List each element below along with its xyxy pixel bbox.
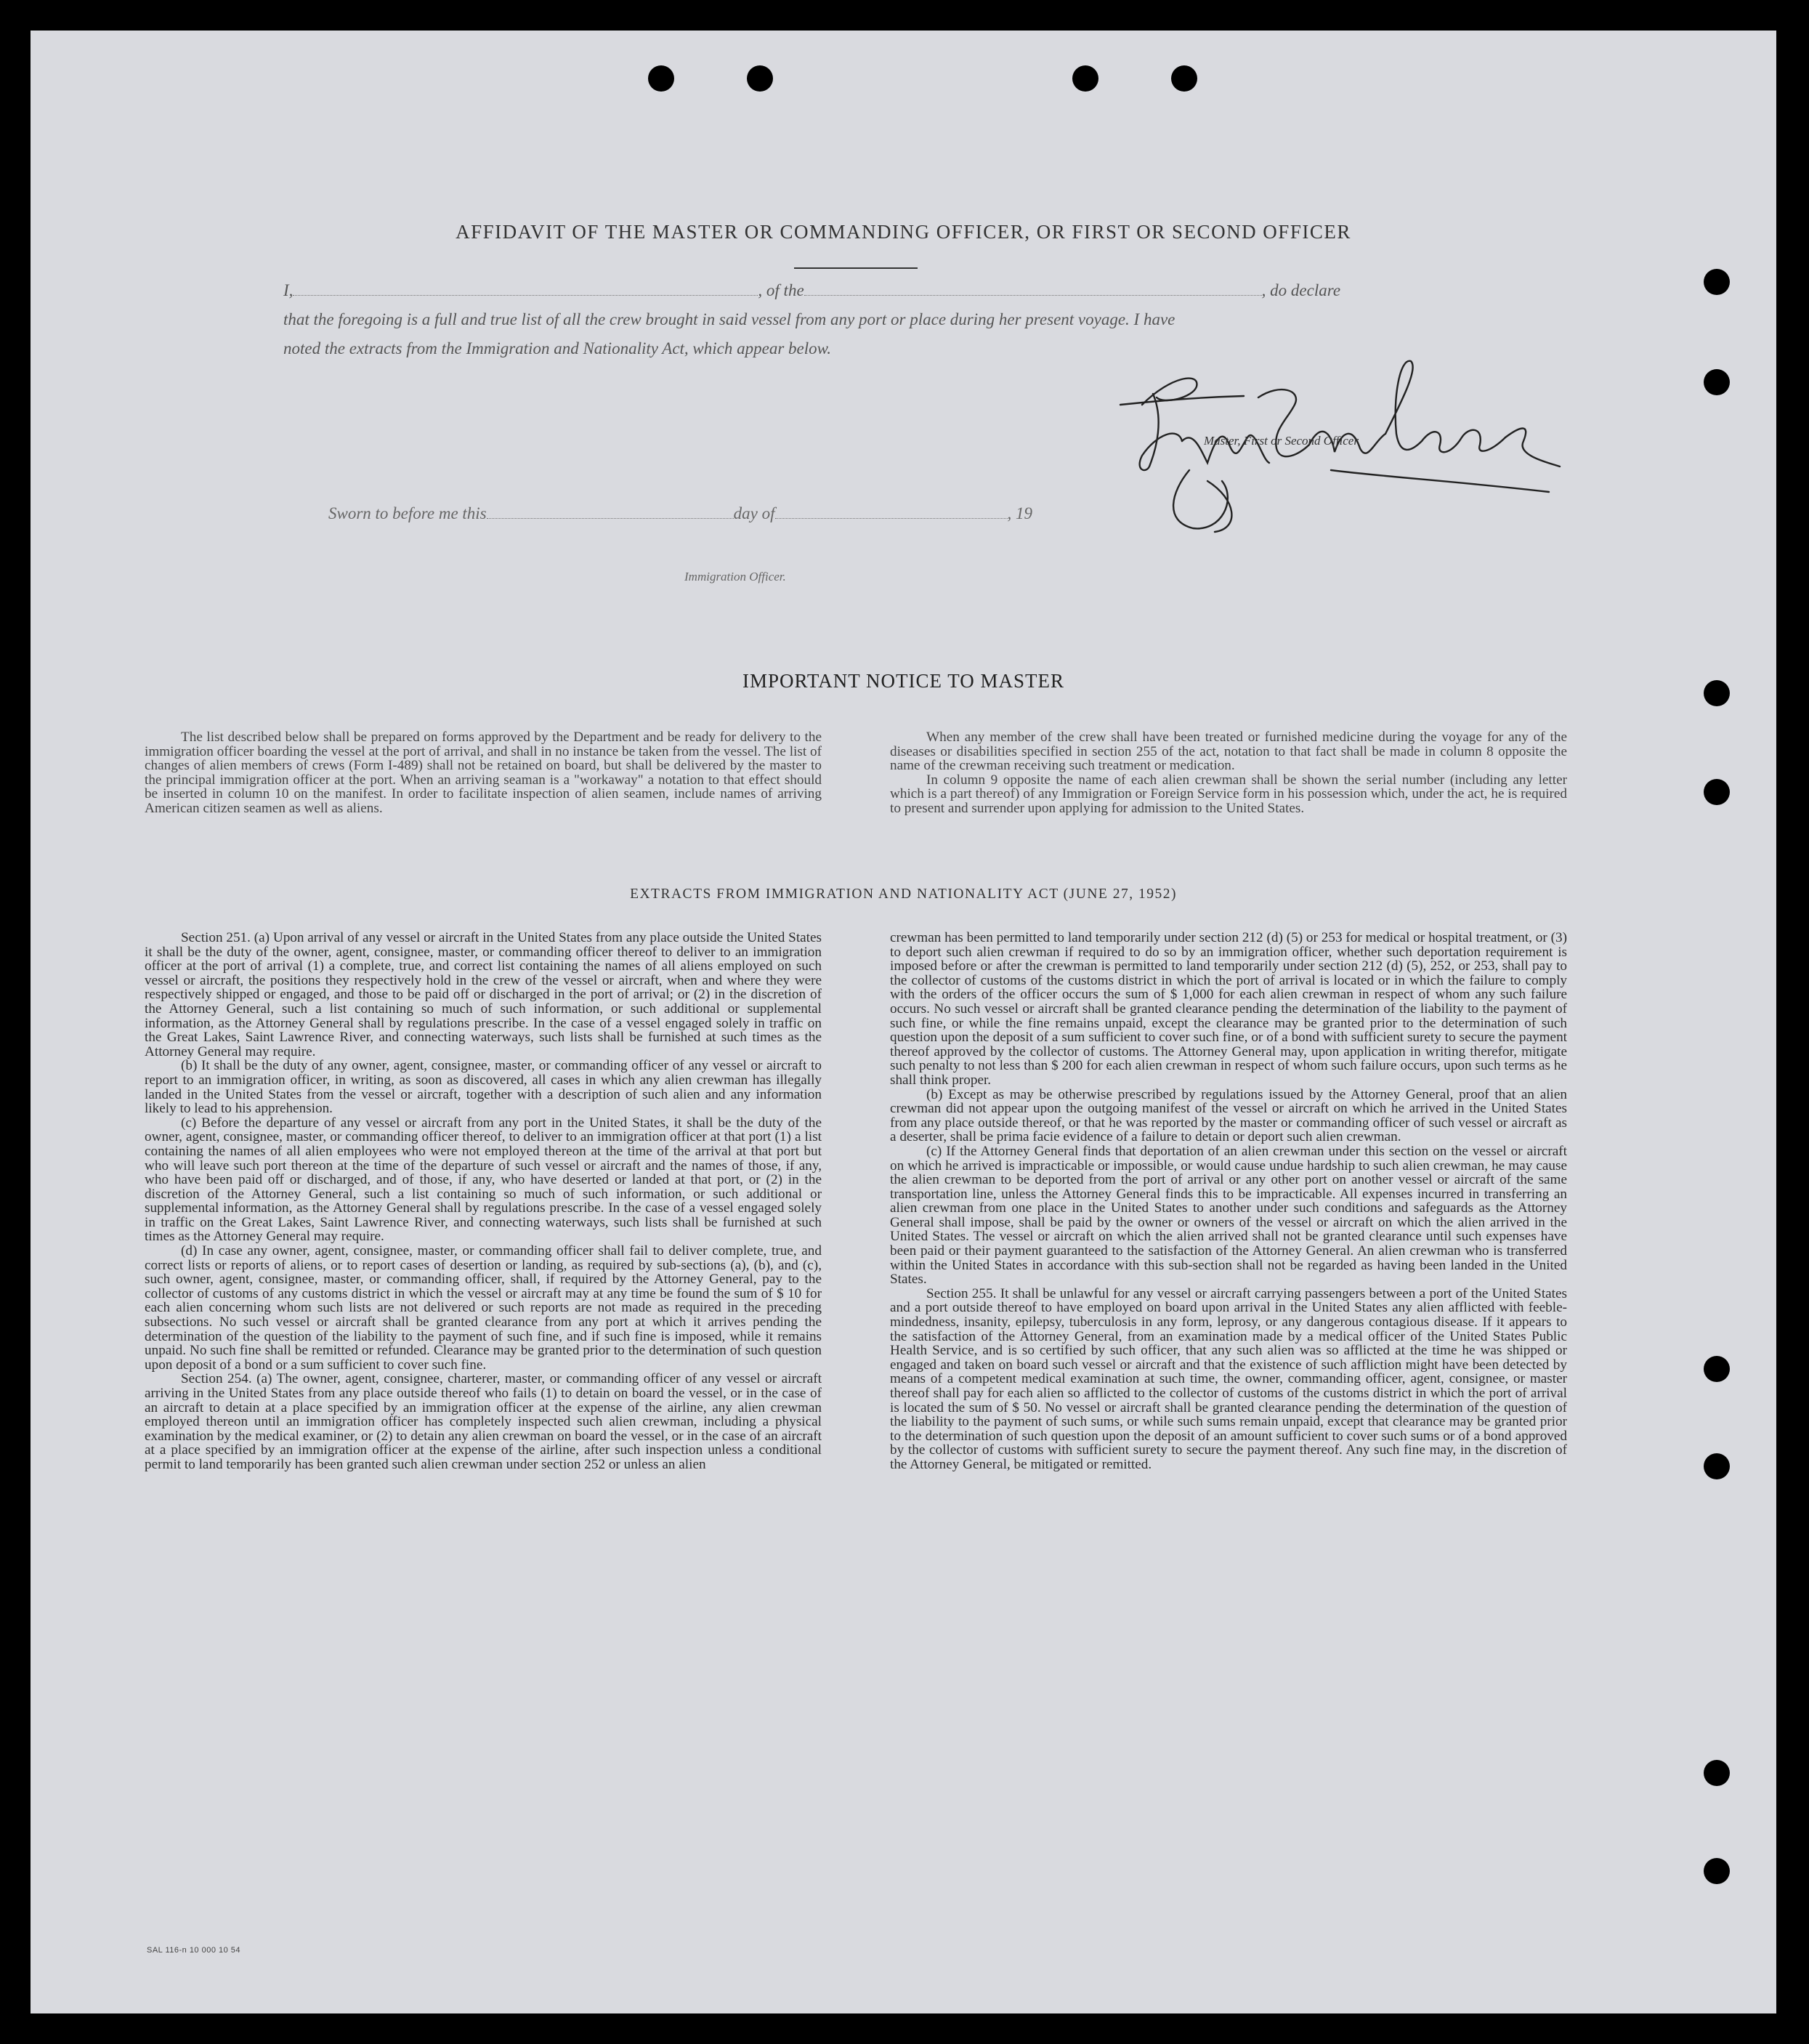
punch-hole [1704, 1453, 1730, 1479]
declaration-line-1 [283, 281, 1460, 300]
extracts-title: EXTRACTS FROM IMMIGRATION AND NATIONALITY ACT (JUNE 27, 1952) [630, 886, 1177, 902]
section-254-a-continued: crewman has been permitted to land temporarily under section 212 (d) (5) or 253 for medical or hospital treatment, or (3) to deport such alien crewman if required to do so by an immigration officer, whether such deportation requirement is imposed before or after the crewman is permitted to land temporarily under section 212 (d) (5), 252, or 253, shall pay to the collector of customs of the customs district in which the port of arrival is located or in which the failure to comply with the orders of the officer occurs the sum of $ 1,000 for each alien crewman in respect of whom any such failure occurs. No such vessel or aircraft shall be granted clearance pending the determination of the liability to the payment of such fine, or while the fine remains unpaid, except the clearance may be granted prior to the determination of such question upon the deposit of a sum sufficient to cover such fine, or of a bond with sufficient surety to secure the payment thereof approved by the collector of customs. The Attorney General may, upon application in writing therefor, mitigate such penalty to not less than $ 200 for each alien crewman in respect of whom such failure occurs, upon such terms as he shall think proper. [890, 930, 1567, 1088]
notice-right-column [890, 730, 1567, 816]
notice-paragraph: When any member of the crew shall have been treated or furnished medicine during the voyage for any of the diseases or disabilities specified in section 255 of the act, notation to that fact shall be made in column 8 opposite the name of the crewman receiving such treatment or medication. [890, 730, 1567, 774]
month-blank[interactable] [775, 518, 1008, 519]
punch-hole [1171, 65, 1197, 92]
punch-hole [1704, 1356, 1730, 1382]
notice-paragraph: The list described below shall be prepared on forms approved by the Department and be ready for delivery to the immigration officer boarding the vessel at the port of arrival, and shall in no instance be taken from the vessel. The list of changes of alien members of crews (Form I-489) shall not be retained on board, but shall be delivered by the master to the principal immigration officer at the port. When an arriving seaman is a "workaway" a notation to that effect should be inserted in column 10 on the manifest. In order to facilitate inspection of alien seamen, include names of arriving American citizen seamen as well as aliens. [145, 730, 822, 816]
form-number: SAL 116-n 10 000 10 54 [147, 1946, 241, 1955]
punch-hole [1704, 779, 1730, 805]
declaration-line-3: noted the extracts from the Immigration and Nationality Act, which appear below. [283, 339, 832, 358]
declaration-do-declare: , do declare [1261, 281, 1341, 299]
section-251-a: Section 251. (a) Upon arrival of any vessel or aircraft in the United States from any place outside the United States it shall be the duty of the owner, agent, consignee, master, or commanding officer thereof to deliver to an immigration officer at the port of arrival (1) a complete, true, and correct list containing the names of all aliens employed on such vessel or aircraft, the positions they respectively hold in the crew of the vessel or aircraft, when and where they were respectively shipped or engaged, and those to be paid off or discharged in the port of arrival; or (2) in the discretion of the Attorney General, such a list containing so much of such information, or such additional or supplemental information, as the Attorney General shall by regulations prescribe. In the case of a vessel engaged solely in traffic on the Great Lakes, Saint Lawrence River, and connecting waterways, such lists shall be furnished at such times as the Attorney General may require. [145, 930, 822, 1059]
affidavit-title: AFFIDAVIT OF THE MASTER OR COMMANDING OFFICER, OR FIRST OR SECOND OFFICER [456, 221, 1351, 243]
day-blank[interactable] [487, 518, 734, 519]
notice-left-column [145, 730, 822, 816]
section-251-c: (c) Before the departure of any vessel or aircraft from any port in the United States, it shall be the duty of the owner, agent, consignee, master, or commanding officer thereof, to deliver to an immigration officer at that port (1) a list containing the names of all alien employees who were not employed thereon at the time of the arrival at that port but who will leave such port thereon at the time of the departure of such vessel or aircraft and the names of those, if any, who have been paid off or discharged, and of those, if any, who have deserted or landed at that port, or (2) in the discretion of the Attorney General, such a list containing so much of such information, or such additional or supplemental information, as the Attorney General shall by regulations prescribe. In the case of a vessel engaged solely in traffic on the Great Lakes, Saint Lawrence River, and connecting waterways, such lists shall be furnished at such times as the Attorney General may require. [145, 1115, 822, 1245]
document-page [31, 31, 1776, 2013]
day-of-text: day of [733, 504, 775, 522]
section-251-d: (d) In case any owner, agent, consignee, master, or commanding officer shall fail to deliver complete, true, and correct lists or reports of aliens, or to report cases of desertion or landing, as required by sub-sections (a), (b), and (c), such owner, agent, consignee, master, or commanding officer, shall, if required by the Attorney General, pay to the collector of customs of any customs district in which the vessel or aircraft may at any time be found the sum of $ 10 for each alien concerning whom such lists are not delivered or such reports are not made as required in the preceding subsections. No such vessel or aircraft shall be granted clearance from any port at which it arrives pending the determination of the question of the liability to the payment of such fine, and if such fine is imposed, while it remains unpaid. No such fine shall be remitted or refunded. Clearance may be granted prior to the determination of such question upon deposit of a bond or a sum sufficient to cover such fine. [145, 1243, 822, 1373]
section-254-c: (c) If the Attorney General finds that deportation of an alien crewman under this section on the vessel or aircraft on which he arrived is impracticable or impossible, or would cause undue hardship to such alien crewman, he may cause the alien crewman to be deported from the port of arrival or any other port on another vessel or aircraft of the same transportation line, unless the Attorney General finds this to be impracticable. All expenses incurred in transferring an alien crewman from one place in the United States to another under such conditions and safeguards as the Attorney General shall impose, shall be paid by the owner or owners of the vessel or aircraft on which the alien arrived in the United States. The vessel or aircraft on which the alien arrived shall not be granted clearance until such expenses have been paid or their payment guaranteed to the satisfaction of the Attorney General. An alien crewman who is transferred within the United States in accordance with this sub-section shall not be regarded as having been landed in the United States. [890, 1143, 1567, 1288]
declaration-i: I, [283, 281, 294, 299]
name-blank[interactable] [293, 295, 758, 296]
extracts-left-column [145, 931, 822, 1472]
signature-caption: Master, First or Second Officer. [1204, 434, 1361, 448]
section-254-a: Section 254. (a) The owner, agent, consignee, charterer, master, or commanding officer of any vessel or aircraft arriving in the United States from any place outside thereof who fails (1) to detain on board the vessel, or in the case of an aircraft to detain at a place specified by an immigration officer at the expense of the airline, any alien crewman employed thereon until an immigration officer has completely inspected such alien crewman, including a physical examination by the medical examiner, or (2) to detain any alien crewman on board the vessel, or in the case of an aircraft at a place specified by an immigration officer at the expense of the airline, after such inspection unless a conditional permit to land temporarily has been granted such alien crewman under section 252 or unless an alien [145, 1371, 822, 1472]
declaration-of-the: , of the [758, 281, 804, 299]
section-251-b: (b) It shall be the duty of any owner, agent, consignee, master, or commanding officer of any vessel or aircraft to report to an immigration officer, in writing, as soon as discovered, all cases in which any alien crewman has illegally landed in the United States from the vessel or aircraft, together with a description of such alien and any information likely to lead to his apprehension. [145, 1058, 822, 1117]
year-text: , 19 [1007, 504, 1032, 522]
punch-hole [1704, 1858, 1730, 1884]
punch-hole [1704, 269, 1730, 295]
sworn-text: Sworn to before me this [328, 504, 487, 522]
punch-hole [747, 65, 773, 92]
punch-hole [1704, 1760, 1730, 1786]
immigration-officer-label: Immigration Officer. [684, 570, 786, 583]
section-255: Section 255. It shall be unlawful for any vessel or aircraft carrying passengers between a port of the United States and a port outside thereof to have employed on board upon arrival in the United States any alien afflicted with feeble-mindedness, insanity, epilepsy, tuberculosis in any form, leprosy, or any dangerous contagious disease. If it appears to the satisfaction of the Attorney General, from an examination made by a medical officer of the United States Public Health Service, and is so certified by such officer, that any such alien was so afflicted at the time he was shipped or engaged and taken on board such vessel or aircraft and that the existence of such affliction might have been detected by means of a competent medical examination at such time, the owner, commanding officer, agent, consignee, or master thereof shall pay for each alien so afflicted to the collector of customs of the customs district in which the port of arrival is located the sum of $ 50. No vessel or aircraft shall be granted clearance pending the determination of the question of the liability to the payment of such sums, or while such sums remain unpaid, except that clearance may be granted prior to the determination of such question upon the deposit of an amount sufficient to cover such sums or of a bond approved by the collector of customs with sufficient surety to secure the payment thereof. Any such fine may, in the discretion of the Attorney General, be mitigated or remitted. [890, 1285, 1567, 1472]
notice-paragraph: In column 9 opposite the name of each alien crewman shall be shown the serial number (including any letter which is a part thereof) of any Immigration or Foreign Service form in his possession which, under the act, he is required to present and surrender upon applying for admission to the United States. [890, 772, 1567, 816]
title-divider [794, 267, 918, 269]
vessel-blank[interactable] [804, 295, 1262, 296]
punch-hole [1072, 65, 1098, 92]
notice-title: IMPORTANT NOTICE TO MASTER [742, 670, 1064, 692]
extracts-right-column [890, 931, 1567, 1472]
declaration-line-2: that the foregoing is a full and true list of all the crew brought in said vessel from any port or place during her present voyage. I have [283, 310, 1175, 328]
section-254-b: (b) Except as may be otherwise prescribed by regulations issued by the Attorney General, proof that an alien crewman did not appear upon the outgoing manifest of the vessel or aircraft on which he arrived in the United States from any place outside thereof, or that he was reported by the master or commanding officer of such vessel or aircraft as a deserter, shall be prima facie evidence of a failure to detain or deport such alien crewman. [890, 1086, 1567, 1145]
sworn-line [328, 504, 1032, 523]
punch-hole [648, 65, 674, 92]
punch-hole [1704, 369, 1730, 395]
